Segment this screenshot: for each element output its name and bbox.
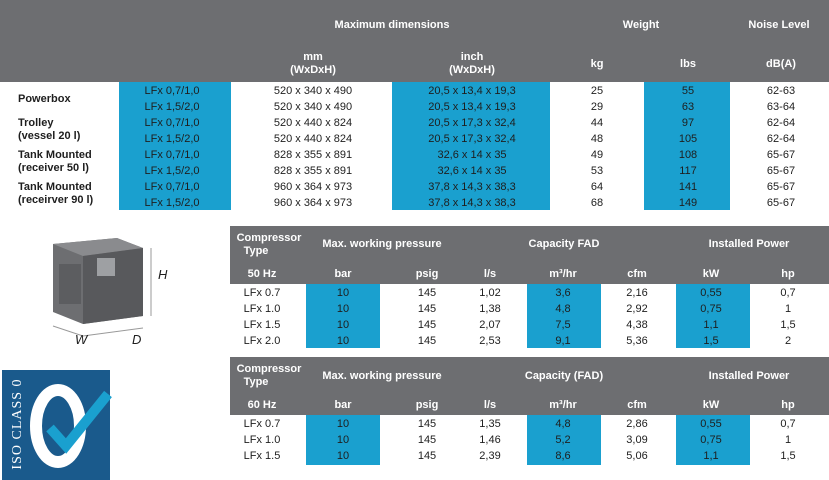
- cell-mm: 828 x 355 x 891: [273, 149, 353, 161]
- cell-bar: 10: [336, 287, 350, 299]
- cell-ls: 1,46: [479, 434, 501, 446]
- bot-header-max-pressure: Max. working pressure: [322, 370, 442, 382]
- bot-header-cfm: cfm: [627, 399, 647, 411]
- cell-psig: 145: [417, 418, 437, 430]
- cell-inch: 20,5 x 17,3 x 32,4: [428, 117, 516, 129]
- cell-ls: 1,02: [479, 287, 501, 299]
- figure-label-h: H: [158, 267, 168, 282]
- cell-mm: 520 x 340 x 490: [273, 101, 353, 113]
- cell-kw: 0,75: [700, 303, 722, 315]
- cell-hp: 1,5: [780, 450, 796, 462]
- cell-hp: 1: [784, 303, 792, 315]
- cell-kg: 49: [590, 149, 604, 161]
- mid-header-capacity: Capacity FAD: [528, 238, 600, 250]
- cell-psig: 145: [417, 434, 437, 446]
- mid-header-hz: 50 Hz: [247, 268, 277, 280]
- cell-m3hr: 5,2: [555, 434, 571, 446]
- cell-ls: 1,35: [479, 418, 501, 430]
- cell-cfm: 2,86: [626, 418, 648, 430]
- cell-mm: 960 x 364 x 973: [273, 181, 353, 193]
- cell-noise: 63-64: [766, 101, 796, 113]
- cell-bar: 10: [336, 319, 350, 331]
- bot-header-type: Type: [243, 376, 269, 388]
- cell-m3hr: 7,5: [555, 319, 571, 331]
- bot-header-psig: psig: [415, 399, 439, 411]
- cell-inch: 20,5 x 13,4 x 19,3: [428, 101, 516, 113]
- group-label-tank-90-sub: (receirver 90 l): [18, 194, 94, 206]
- group-label-tank-50-sub: (receiver 50 l): [18, 162, 89, 174]
- cell-noise: 62-64: [766, 133, 796, 145]
- cell-model: LFx 1,5/2,0: [144, 165, 200, 177]
- cell-lbs: 141: [678, 181, 698, 193]
- bot-header-hp: hp: [781, 399, 795, 411]
- cell-kw: 1,1: [703, 319, 719, 331]
- cell-noise: 62-64: [766, 117, 796, 129]
- header-noise-level: Noise Level: [748, 19, 810, 31]
- cell-psig: 145: [417, 287, 437, 299]
- cell-psig: 145: [417, 335, 437, 347]
- cell-bar: 10: [336, 335, 350, 347]
- figure-label-w: W: [75, 332, 88, 347]
- cell-mm: 520 x 440 x 824: [273, 117, 353, 129]
- mid-header-psig: psig: [415, 268, 439, 280]
- cell-model: LFx 1,5/2,0: [144, 101, 200, 113]
- cell-mm: 960 x 364 x 973: [273, 197, 353, 209]
- cell-model: LFx 1.0: [243, 434, 281, 446]
- mid-header-hp: hp: [781, 268, 795, 280]
- cell-m3hr: 8,6: [555, 450, 571, 462]
- cell-m3hr: 9,1: [555, 335, 571, 347]
- cell-kw: 1,1: [703, 450, 719, 462]
- group-label-trolley-sub: (vessel 20 l): [18, 130, 81, 142]
- cell-cfm: 2,92: [626, 303, 648, 315]
- cell-model: LFx 0,7/1,0: [144, 181, 200, 193]
- cell-lbs: 63: [681, 101, 695, 113]
- cell-psig: 145: [417, 319, 437, 331]
- cell-m3hr: 3,6: [555, 287, 571, 299]
- cell-mm: 520 x 340 x 490: [273, 85, 353, 97]
- cell-inch: 32,6 x 14 x 35: [437, 165, 507, 177]
- group-label-trolley: Trolley: [18, 117, 54, 129]
- mid-header-ls: l/s: [483, 268, 497, 280]
- header-weight: Weight: [622, 19, 660, 31]
- cell-hp: 2: [784, 335, 792, 347]
- mid-header-bar: bar: [334, 268, 352, 280]
- cell-kg: 44: [590, 117, 604, 129]
- cell-psig: 145: [417, 303, 437, 315]
- figure-label-d: D: [132, 332, 142, 347]
- cell-inch: 37,8 x 14,3 x 38,3: [428, 197, 516, 209]
- cell-model: LFx 2.0: [243, 335, 281, 347]
- cell-kw: 0,55: [700, 287, 722, 299]
- cell-cfm: 4,38: [626, 319, 648, 331]
- bot-header-hz: 60 Hz: [247, 399, 277, 411]
- cell-hp: 1,5: [780, 319, 796, 331]
- cell-kg: 25: [590, 85, 604, 97]
- cell-lbs: 149: [678, 197, 698, 209]
- mid-table-header: [230, 226, 829, 284]
- cell-noise: 65-67: [766, 181, 796, 193]
- bot-header-m3hr: m³/hr: [549, 399, 577, 411]
- mid-header-cfm: cfm: [627, 268, 647, 280]
- cell-lbs: 55: [681, 85, 695, 97]
- cell-model: LFx 1,5/2,0: [144, 197, 200, 209]
- iso-class-0-logo: [2, 370, 110, 480]
- header-max-dimensions: Maximum dimensions: [334, 19, 450, 31]
- cell-inch: 32,6 x 14 x 35: [437, 149, 507, 161]
- header-dba: dB(A): [766, 58, 796, 70]
- check-mark-icon: [24, 376, 114, 476]
- cell-psig: 145: [417, 450, 437, 462]
- cell-lbs: 97: [681, 117, 695, 129]
- cell-hp: 0,7: [780, 418, 796, 430]
- cell-model: LFx 1.5: [243, 319, 281, 331]
- cell-kw: 1,5: [703, 335, 719, 347]
- cell-noise: 65-67: [766, 149, 796, 161]
- cell-model: LFx 1.0: [243, 303, 281, 315]
- mid-header-installed-power: Installed Power: [708, 238, 790, 250]
- cell-bar: 10: [336, 450, 350, 462]
- cell-kg: 48: [590, 133, 604, 145]
- bot-header-ls: l/s: [483, 399, 497, 411]
- header-inch: inch: [460, 51, 484, 63]
- cell-bar: 10: [336, 434, 350, 446]
- mid-header-max-pressure: Max. working pressure: [322, 238, 442, 250]
- cell-inch: 20,5 x 13,4 x 19,3: [428, 85, 516, 97]
- bot-header-compressor: Compressor: [236, 363, 302, 375]
- mid-header-m3hr: m³/hr: [549, 268, 577, 280]
- cell-cfm: 2,16: [626, 287, 648, 299]
- cell-model: LFx 1,5/2,0: [144, 133, 200, 145]
- cell-hp: 0,7: [780, 287, 796, 299]
- compressor-illustration: [25, 230, 225, 350]
- header-inch-sub: (WxDxH): [449, 64, 495, 76]
- cell-noise: 62-63: [766, 85, 796, 97]
- cell-kg: 29: [590, 101, 604, 113]
- cell-cfm: 5,06: [626, 450, 648, 462]
- cell-inch: 20,5 x 17,3 x 32,4: [428, 133, 516, 145]
- cell-model: LFx 0.7: [243, 418, 281, 430]
- cell-m3hr: 4,8: [555, 303, 571, 315]
- cell-kg: 53: [590, 165, 604, 177]
- group-label-tank-50: Tank Mounted: [18, 149, 92, 161]
- cell-model: LFx 0,7/1,0: [144, 85, 200, 97]
- mid-header-kw: kW: [702, 268, 720, 280]
- cell-bar: 10: [336, 303, 350, 315]
- cell-model: LFx 0,7/1,0: [144, 117, 200, 129]
- cell-ls: 2,39: [479, 450, 501, 462]
- bot-header-kw: kW: [702, 399, 720, 411]
- cell-kw: 0,55: [700, 418, 722, 430]
- cell-bar: 10: [336, 418, 350, 430]
- cell-model: LFx 0.7: [243, 287, 281, 299]
- cell-mm: 520 x 440 x 824: [273, 133, 353, 145]
- cell-model: LFx 1.5: [243, 450, 281, 462]
- cell-lbs: 105: [678, 133, 698, 145]
- cell-cfm: 5,36: [626, 335, 648, 347]
- cell-kg: 64: [590, 181, 604, 193]
- cell-model: LFx 0,7/1,0: [144, 149, 200, 161]
- bot-header-installed-power: Installed Power: [708, 370, 790, 382]
- cell-hp: 1: [784, 434, 792, 446]
- logo-text: ISO CLASS 0: [10, 378, 25, 470]
- top-table-header: [0, 0, 829, 82]
- bot-table-header: [230, 357, 829, 415]
- bot-header-capacity: Capacity (FAD): [524, 370, 604, 382]
- mid-header-compressor: Compressor: [236, 232, 302, 244]
- mid-header-type: Type: [243, 245, 269, 257]
- cell-ls: 2,07: [479, 319, 501, 331]
- bot-header-bar: bar: [334, 399, 352, 411]
- header-lbs: lbs: [680, 58, 696, 70]
- cell-inch: 37,8 x 14,3 x 38,3: [428, 181, 516, 193]
- cell-cfm: 3,09: [626, 434, 648, 446]
- header-mm: mm: [303, 51, 323, 63]
- header-kg: kg: [590, 58, 604, 70]
- cell-kw: 0,75: [700, 434, 722, 446]
- cell-lbs: 108: [678, 149, 698, 161]
- cell-m3hr: 4,8: [555, 418, 571, 430]
- cell-kg: 68: [590, 197, 604, 209]
- group-label-powerbox: Powerbox: [18, 93, 71, 105]
- cell-lbs: 117: [679, 165, 697, 177]
- cell-ls: 2,53: [479, 335, 501, 347]
- group-label-tank-90: Tank Mounted: [18, 181, 92, 193]
- cell-ls: 1,38: [479, 303, 501, 315]
- header-mm-sub: (WxDxH): [290, 64, 336, 76]
- cell-mm: 828 x 355 x 891: [273, 165, 353, 177]
- cell-noise: 65-67: [766, 197, 796, 209]
- cell-noise: 65-67: [766, 165, 796, 177]
